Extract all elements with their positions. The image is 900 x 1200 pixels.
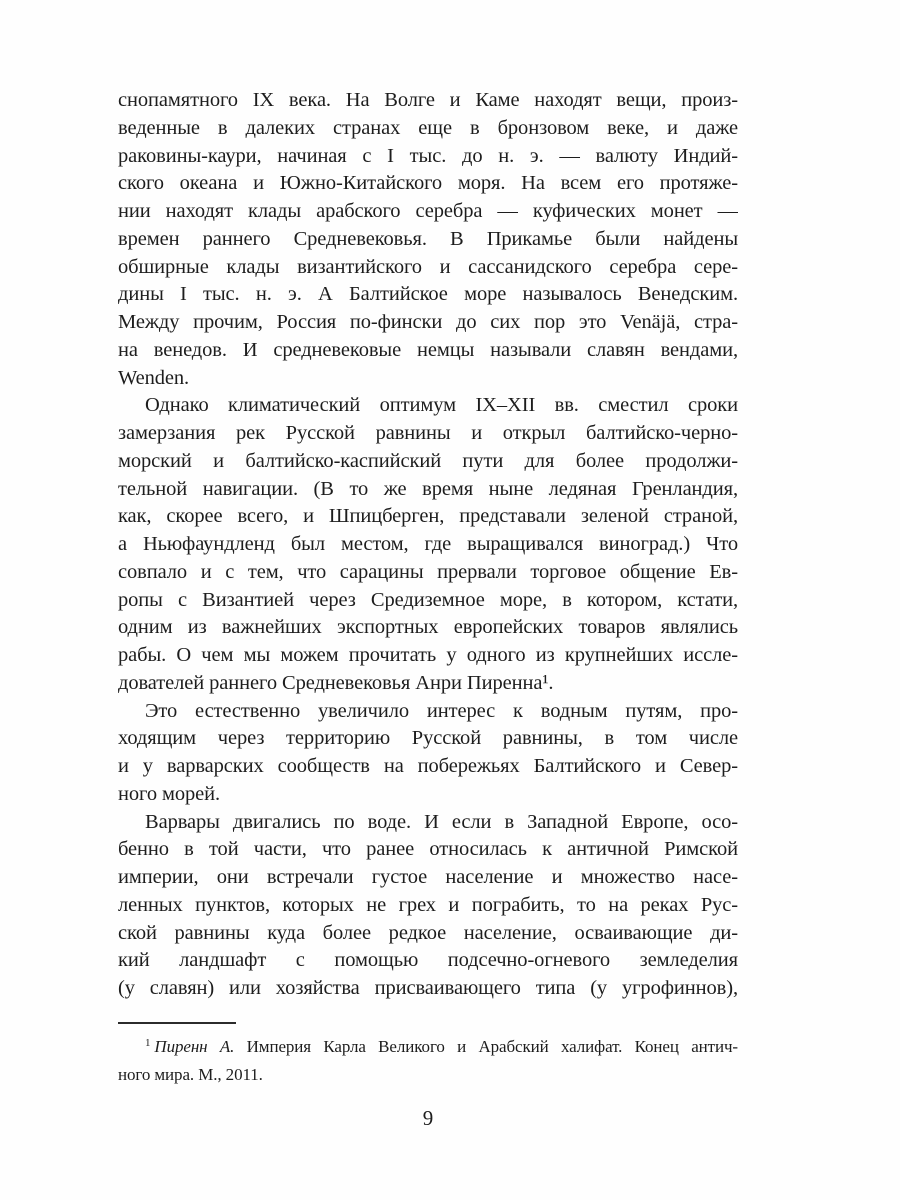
text-line: одним из важнейших экспортных европейских товаров являлись	[118, 616, 738, 639]
text-line: обширные клады византийского и сассанидского серебра сере-	[118, 255, 738, 278]
text-line: ходящим через территорию Русской равнины, в том числе	[118, 727, 738, 750]
text-line: раковины-каури, начиная с I тыс. до н. э. — валюту Индий-	[118, 144, 738, 167]
text-line: веденные в далеких странах еще в бронзовом веке, и даже	[118, 116, 738, 139]
text-line: Однако климатический оптимум IX–XII вв. сместил сроки	[145, 394, 738, 417]
text-line: времен раннего Средневековья. В Прикамье были найдены	[118, 227, 738, 250]
text-line: дователей раннего Средневековья Анри Пиренна¹.	[118, 671, 554, 694]
text-line: (у славян) или хозяйства присваивающего типа (у угрофиннов),	[118, 977, 738, 999]
footnote-marker: 1	[145, 1037, 151, 1049]
page-number: 9	[422, 1106, 434, 1130]
text-line: Между прочим, Россия по-фински до сих пор это Venäjä, стра-	[118, 311, 738, 333]
footnote-author: Пиренн А.	[154, 1037, 235, 1056]
text-line: Варвары двигались по воде. И если в Западной Европе, осо-	[145, 810, 738, 833]
text-line: кий ландшафт с помощью подсечно-огневого земледелия	[118, 949, 738, 972]
text-line: ского океана и Южно-Китайского моря. На всем его протяже-	[118, 172, 738, 195]
text-line: на венедов. И средневековые немцы называли славян вендами,	[118, 338, 738, 361]
footnote-separator-rule	[118, 1022, 236, 1024]
text-line: как, скорее всего, и Шпицберген, представали зеленой страной,	[118, 505, 738, 528]
text-line: а Ньюфаундленд был местом, где выращивался виноград.) Что	[118, 533, 738, 555]
text-line: замерзания рек Русской равнины и открыл балтийско-черно-	[118, 422, 738, 444]
footnote-line-1	[118, 1034, 738, 1062]
page-body	[118, 87, 738, 1003]
text-line: нии находят клады арабского серебра — куфических монет —	[118, 200, 738, 222]
text-line: ропы с Византией через Средиземное море, в котором, кстати,	[118, 588, 738, 611]
footnote-line-2: ного мира. М., 2011.	[118, 1065, 263, 1084]
text-line: тельной навигации. (В то же время ныне ледяная Гренландия,	[118, 477, 738, 500]
text-line: и у варварских сообществ на побережьях Балтийского и Север-	[118, 755, 738, 777]
text-line: морский и балтийско-каспийский пути для более продолжи-	[118, 449, 738, 472]
text-line: совпало и с тем, что сарацины прервали торговое общение Ев-	[118, 560, 738, 583]
text-line: бенно в той части, что ранее относилась к античной Римской	[118, 838, 738, 861]
text-line: дины I тыс. н. э. А Балтийское море называлось Венедским.	[118, 283, 738, 306]
footnote-reference-text: Империя Карла Великого и Арабский халифат. Конец антич-	[234, 1037, 738, 1056]
text-line: рабы. О чем мы можем прочитать у одного из крупнейших иссле-	[118, 644, 738, 666]
text-line: Это естественно увеличило интерес к водным путям, про-	[145, 699, 738, 722]
text-line: ного морей.	[118, 782, 221, 805]
text-line: империи, они встречали густое население и множество насе-	[118, 866, 738, 888]
text-line: ской равнины куда более редкое население, осваивающие ди-	[118, 921, 738, 944]
text-line: Wenden.	[118, 366, 190, 389]
footnote	[118, 1022, 738, 1087]
text-line: снопамятного IX века. На Волге и Каме находят вещи, произ-	[118, 89, 738, 111]
text-line: ленных пунктов, которых не грех и пограбить, то на реках Рус-	[118, 893, 738, 916]
